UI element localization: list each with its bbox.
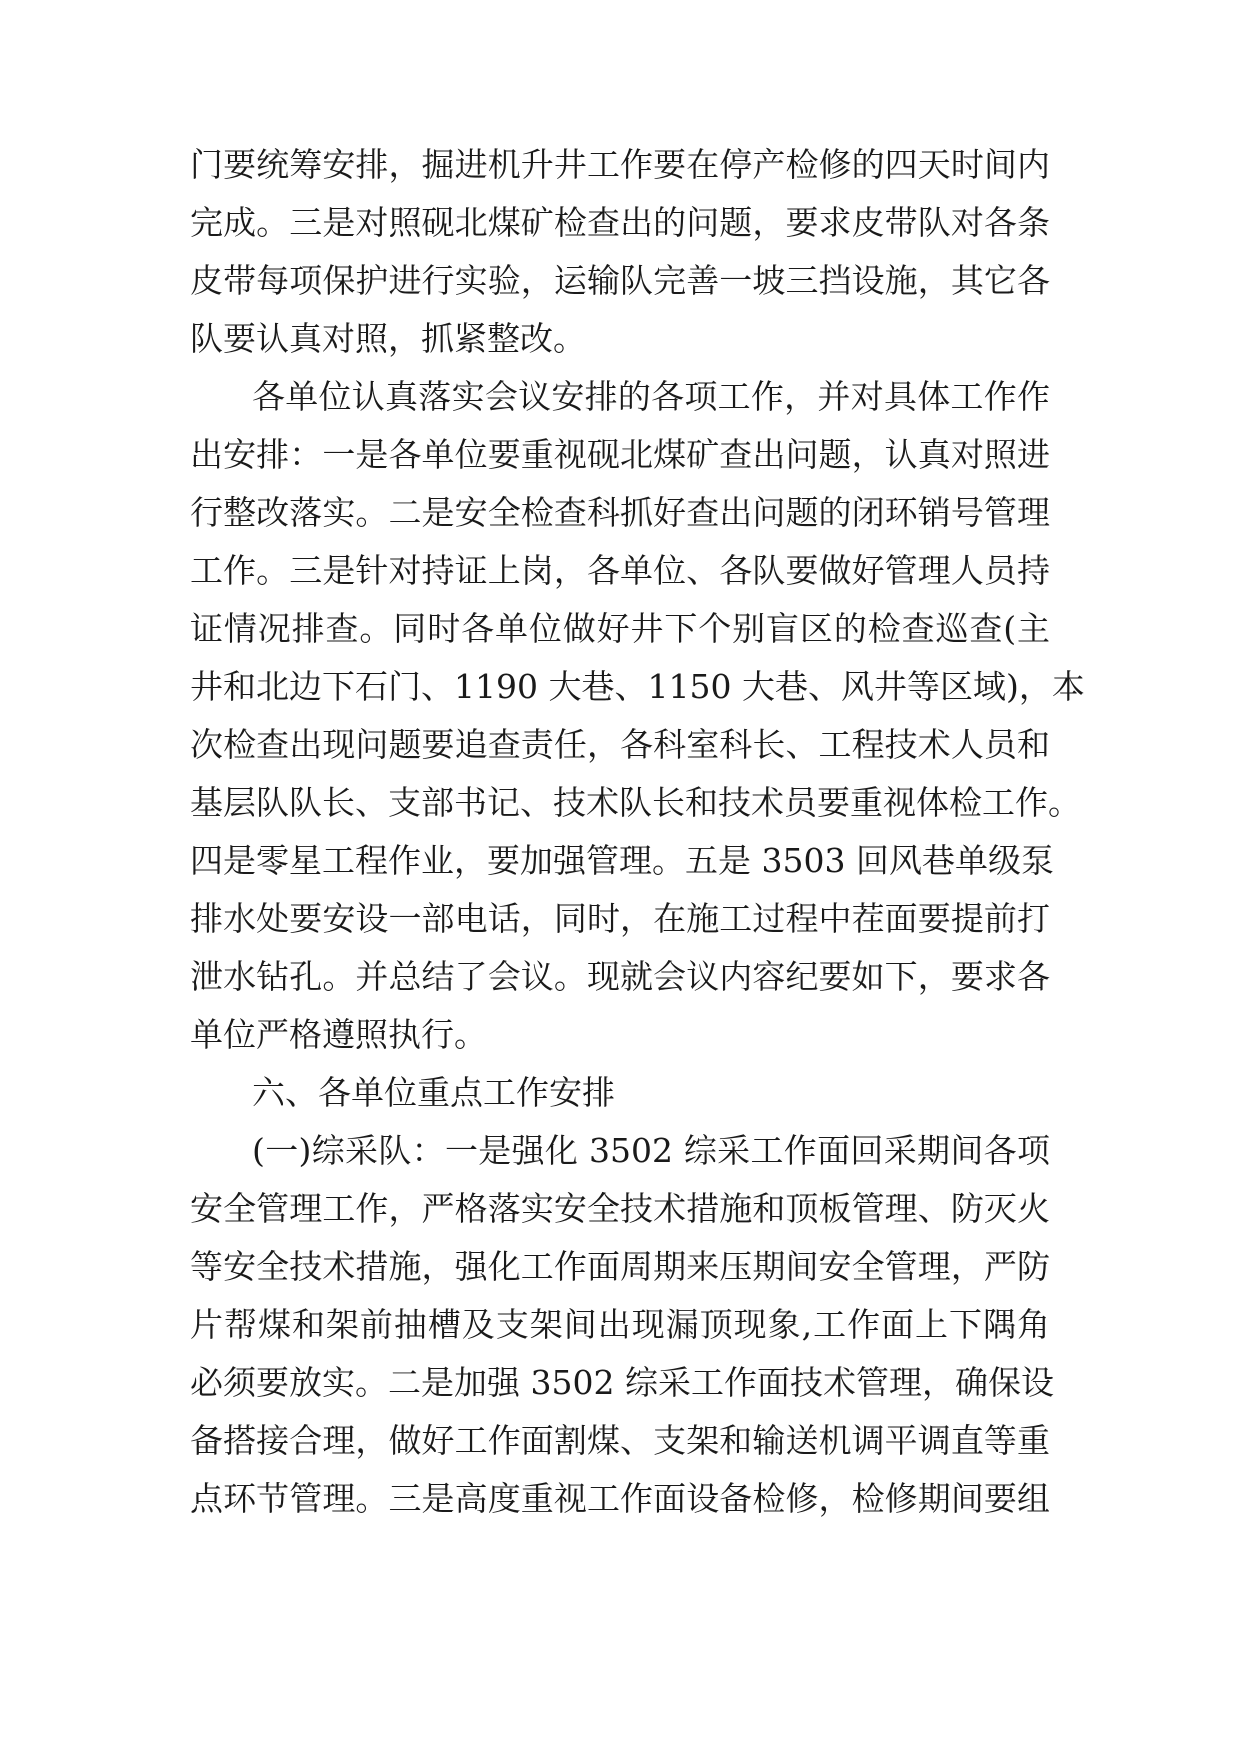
text-line: 排水处要安设一部电话，同时，在施工过程中茬面要提前打: [190, 899, 1050, 938]
text-line: 基层队队长、支部书记、技术队长和技术员要重视体检工作。: [190, 783, 1081, 822]
paragraph-first-line: (一)综采队：一是强化 3502 综采工作面回采期间各项: [252, 1131, 1050, 1170]
text-line: 备搭接合理，做好工作面割煤、支架和输送机调平调直等重: [190, 1421, 1050, 1460]
text-line: 次检查出现问题要追查责任，各科室科长、工程技术人员和: [190, 725, 1050, 764]
text-line: 单位严格遵照执行。: [190, 1015, 487, 1054]
paragraph-first-line: 各单位认真落实会议安排的各项工作，并对具体工作作: [252, 377, 1050, 416]
text-line: 完成。三是对照砚北煤矿检查出的问题，要求皮带队对各条: [190, 203, 1050, 242]
section-heading: 六、各单位重点工作安排: [252, 1073, 615, 1112]
text-line: 行整改落实。二是安全检查科抓好查出问题的闭环销号管理: [190, 493, 1050, 532]
text-line: 点环节管理。三是高度重视工作面设备检修，检修期间要组: [190, 1479, 1050, 1518]
text-line: 井和北边下石门、1190 大巷、1150 大巷、风井等区域)，本: [190, 667, 1085, 706]
text-line: 皮带每项保护进行实验，运输队完善一坡三挡设施，其它各: [190, 261, 1050, 300]
text-line: 四是零星工程作业，要加强管理。五是 3503 回风巷单级泵: [190, 841, 1054, 880]
text-line: 片帮煤和架前抽槽及支架间出现漏顶现象,工作面上下隅角: [190, 1305, 1050, 1344]
text-line: 门要统筹安排，掘进机升井工作要在停产检修的四天时间内: [190, 145, 1050, 184]
text-line: 泄水钻孔。并总结了会议。现就会议内容纪要如下，要求各: [190, 957, 1050, 996]
text-line: 出安排：一是各单位要重视砚北煤矿查出问题，认真对照进: [190, 435, 1050, 474]
text-line: 安全管理工作，严格落实安全技术措施和顶板管理、防灭火: [190, 1189, 1050, 1228]
text-line: 队要认真对照，抓紧整改。: [190, 319, 586, 358]
text-line: 证情况排查。同时各单位做好井下个别盲区的检查巡查(主: [190, 609, 1050, 648]
text-line: 等安全技术措施，强化工作面周期来压期间安全管理，严防: [190, 1247, 1050, 1286]
text-line: 工作。三是针对持证上岗，各单位、各队要做好管理人员持: [190, 551, 1050, 590]
text-line: 必须要放实。二是加强 3502 综采工作面技术管理，确保设: [190, 1363, 1054, 1402]
